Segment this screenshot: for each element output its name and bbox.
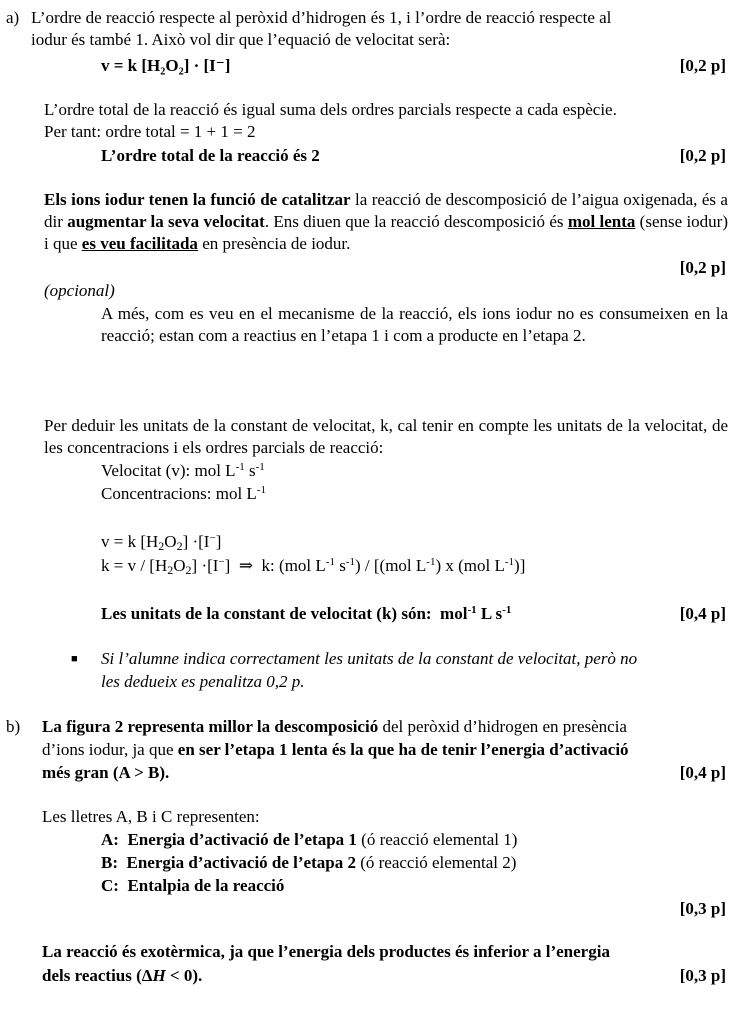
- letter-key: B:: [101, 853, 118, 872]
- units-intro-paragraph: Per deduir les unitats de la constant de velocitat, k, cal tenir en compte les unitats de la velocitat, de les concentracions i els ordres parcials de reacció:: [44, 416, 728, 457]
- score-5: [0,4 p]: [679, 763, 726, 782]
- catalyst-underline-2: es veu facilitada: [81, 234, 198, 253]
- k-units-conclusion: Les unitats de la constant de velocitat (k) són: mol$^{-1}$ L $s^{-1}$: [101, 604, 512, 623]
- part-a-intro-line-1: L’ordre de reacció respecte al peròxid d’hidrogen és 1, i l’ordre de reacció respecte al: [31, 8, 612, 27]
- letter-rest: (ó reacció elemental 1): [356, 830, 518, 849]
- letter-rest: (ó reacció elemental 2): [355, 853, 517, 872]
- part-b-bold-1: La figura 2 representa millor la descomposició: [42, 717, 379, 736]
- equation-2: $k = v / [H_2O_2] \cdot[I^-]$ ⇒ k: (mol $L^{-1}$ $s^{-1}) / [(mol$ $L^{-1}$) x (mol $L^{-1}$)]: [101, 556, 526, 577]
- catalyst-bold-2: augmentar la seva velocitat: [67, 212, 265, 231]
- velocity-units: Velocitat (v): mol $L^{-1}$ $s^{-1}$: [101, 461, 265, 480]
- total-order-line-1: L’ordre total de la reacció és igual suma dels ordres parcials respecte a cada espècie.: [44, 100, 617, 119]
- letter-key: C:: [101, 876, 119, 895]
- part-a-label: a): [6, 8, 20, 27]
- catalyst-text-2: . Ens diuen que la reacció descomposició és: [264, 212, 568, 231]
- part-b-line-1: [42, 716, 627, 738]
- part-a-intro-line-2: iodur és també 1. Això vol dir que l’equació de velocitat serà:: [31, 30, 451, 49]
- letter-bold: Entalpia de la reacció: [127, 876, 285, 895]
- letter-item-b: [101, 852, 516, 874]
- catalyst-text-3: (sense iodur) i que: [44, 212, 729, 253]
- letters-intro: Les lletres A, B i C representen:: [42, 807, 260, 826]
- total-order-conclusion: L’ordre total de la reacció és 2: [101, 146, 320, 165]
- part-b-label: b): [6, 717, 21, 736]
- letter-item-a: [101, 829, 517, 851]
- concentration-units: Concentracions: mol $L^{-1}$: [101, 484, 266, 503]
- equation-1: v = k $[H_2O_2] \cdot[I^-]$: [101, 532, 222, 553]
- catalyst-text-1: la reacció de descomposició de l’aigua oxigenada, és a dir: [44, 190, 728, 231]
- catalyst-text-4: en presència de iodur.: [197, 234, 351, 253]
- note-line-1: Si l’alumne indica correctament les unitats de la constant de velocitat, però no: [101, 649, 638, 668]
- score-1: [0,2 p]: [679, 56, 726, 75]
- part-b-line-2: [42, 739, 629, 761]
- exothermic-line-2: dels reactius (ΔH < 0).: [42, 966, 203, 985]
- score-3: [0,2 p]: [679, 258, 726, 277]
- letter-bold: Energia d’activació de l’etapa 1: [127, 830, 357, 849]
- part-b-line-3: més gran (A > B).: [42, 763, 170, 782]
- letter-key: A:: [101, 830, 119, 849]
- part-b-bold-2: en ser l’etapa 1 lenta és la que ha de tenir l’energia d’activació: [177, 740, 629, 759]
- letter-bold: Energia d’activació de l’etapa 2: [126, 853, 356, 872]
- score-6: [0,3 p]: [679, 899, 726, 918]
- note-line-2: les dedueix es penalitza 0,2 p.: [101, 672, 305, 691]
- optional-paragraph: A més, com es veu en el mecanisme de la reacció, els ions iodur no es consumeixen en la reacció; estan com a reactius en l’etapa 1 i com a producte en l’etapa 2.: [101, 304, 728, 345]
- total-order-line-2: Per tant: ordre total = 1 + 1 = 2: [44, 122, 256, 141]
- bullet-icon: ■: [71, 653, 78, 665]
- letter-item-c: [101, 875, 284, 897]
- catalyst-paragraph: [44, 189, 728, 255]
- part-b-text-2: d’ions iodur, ja que: [42, 740, 178, 759]
- exothermic-line-1: La reacció és exotèrmica, ja que l’energia dels productes és inferior a l’energia: [42, 942, 610, 961]
- score-2: [0,2 p]: [679, 146, 726, 165]
- catalyst-underline-1: mol lenta: [567, 212, 636, 231]
- part-b-text-1: del peròxid d’hidrogen en presència: [378, 717, 627, 736]
- rate-equation: v = k [H₂O₂] · [I⁻]: [101, 56, 231, 75]
- optional-label: (opcional): [44, 281, 115, 300]
- score-7: [0,3 p]: [679, 966, 726, 985]
- score-4: [0,4 p]: [679, 604, 726, 623]
- catalyst-bold-1: Els ions iodur tenen la funció de catalitzar: [44, 190, 351, 209]
